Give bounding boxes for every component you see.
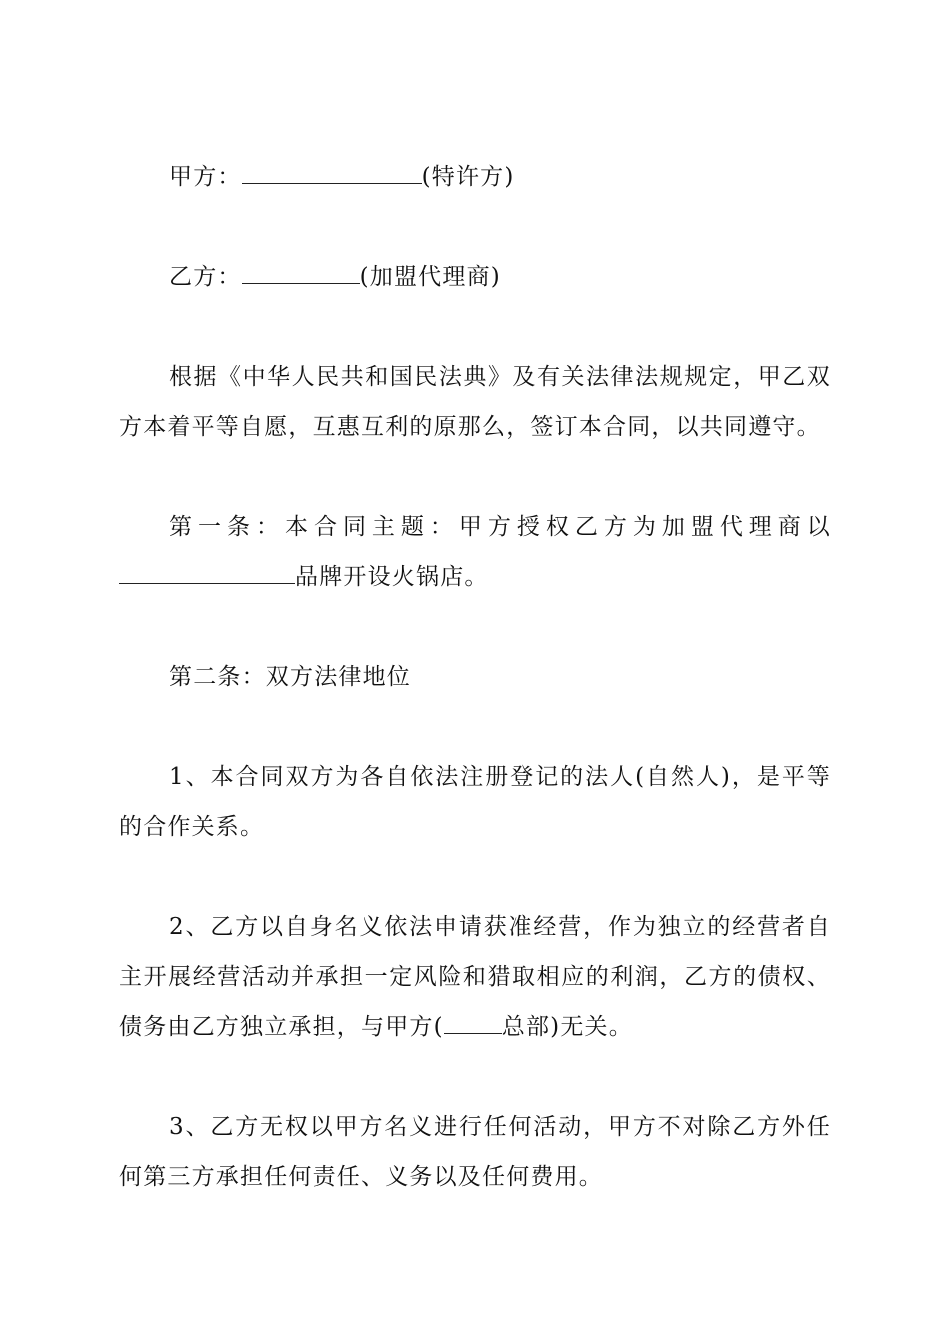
clause-2-middle: 总部)无关。 bbox=[501, 1014, 633, 1040]
article-1-prefix: 第一条：本合同主题：甲方授权乙方为加盟代理商以 bbox=[169, 514, 831, 540]
clause-2-prefix: 2、乙方以自身名义依法申请获准经营，作为独立的经营者自主开展经营活动并承担一定风险和猎取相应的利润，乙方的债权、债务由乙方独立承担，与甲方( bbox=[119, 914, 831, 1040]
party-a-label: 甲方： bbox=[169, 164, 242, 190]
article-1-suffix: 品牌开设火锅店。 bbox=[295, 564, 489, 590]
party-b-label: 乙方： bbox=[169, 264, 242, 290]
party-b-role: (加盟代理商) bbox=[359, 264, 501, 290]
brand-blank-line2 bbox=[227, 559, 295, 584]
clause-3-paragraph: 3、乙方无权以甲方名义进行任何活动，甲方不对除乙方外任何第三方承担任何责任、义务以及任何费用。 bbox=[119, 1114, 831, 1190]
party-a-blank bbox=[242, 159, 422, 184]
party-a-line bbox=[119, 152, 831, 202]
article-1-paragraph bbox=[119, 502, 831, 602]
clause-2-paragraph bbox=[119, 902, 831, 1052]
party-a-role: (特许方) bbox=[421, 164, 515, 190]
headquarters-blank bbox=[444, 1009, 502, 1034]
preamble-paragraph: 根据《中华人民共和国民法典》及有关法律法规规定，甲乙双方本着平等自愿，互惠互利的原那么，签订本合同，以共同遵守。 bbox=[119, 364, 831, 440]
brand-blank-line1 bbox=[119, 559, 227, 584]
clause-1-paragraph: 1、本合同双方为各自依法注册登记的法人(自然人)，是平等的合作关系。 bbox=[119, 764, 831, 840]
party-b-blank bbox=[242, 259, 360, 284]
article-2-title: 第二条：双方法律地位 bbox=[169, 664, 411, 690]
party-b-line bbox=[119, 252, 831, 302]
